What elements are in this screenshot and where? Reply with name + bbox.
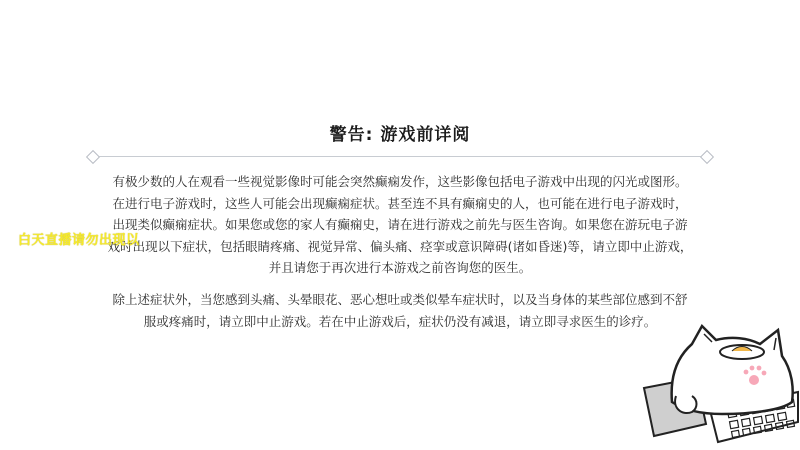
title-divider [86, 150, 714, 164]
warning-paragraph-1 [80, 171, 720, 279]
warning-line: 在进行电子游戏时，这些人可能会出现癫痫症状。甚至连不具有癫痫史的人，也可能在进行电子游戏时， [112, 195, 688, 211]
page-title: 警告: 游戏前详阅 [329, 125, 471, 145]
bongo-cat-mascot [632, 318, 800, 450]
divider-ornament-left [86, 150, 100, 164]
warning-line: 服或疼痛时，请立即中止游戏。若在中止游戏后，症状仍没有减退，请立即寻求医生的诊疗。 [143, 313, 657, 329]
divider-line [98, 156, 702, 157]
warning-line: 有极少数的人在观看一些视觉影像时可能会突然癫痫发作，这些影像包括电子游戏中出现的闪光或图形。 [112, 174, 688, 189]
warning-line: 并且请您于再次进行本游戏之前咨询您的医生。 [268, 260, 532, 275]
warning-line: 出现类似癫痫症状。如果您或您的家人有癫痫史，请在进行游戏之前先与医生咨询。如果您在游玩电子游 [112, 217, 688, 232]
warning-paragraph-2 [80, 289, 720, 332]
warning-line: 戏时出现以下症状，包括眼睛疼痛、视觉异常、偏头痛、痉挛或意识障碍(诸如昏迷)等，请立即中止游戏， [107, 238, 693, 254]
cat-paw [675, 396, 696, 413]
divider-ornament-right [700, 150, 714, 164]
stream-overlay-text: 白天直播请勿出现以 [18, 233, 140, 248]
warning-line: 除上述症状外，当您感到头痛、头晕眼花、恶心想吐或类似晕车症状时，以及当身体的某些部位感到不舒 [112, 292, 688, 307]
